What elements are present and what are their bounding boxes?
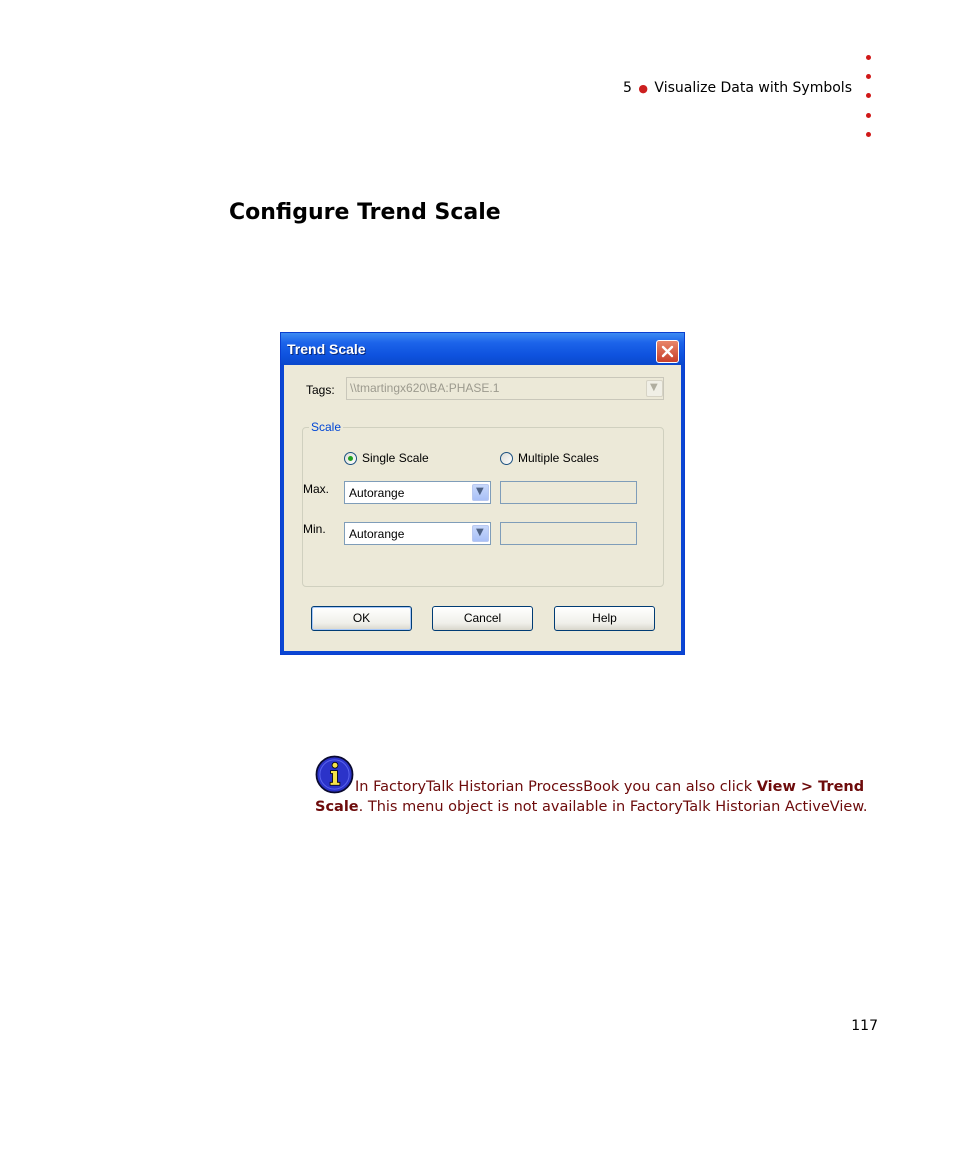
bullet-icon: ● [638, 82, 648, 95]
max-label: Max. [303, 482, 330, 496]
info-note [315, 777, 875, 817]
single-scale-radio[interactable] [344, 452, 357, 465]
chapter-title: Visualize Data with Symbols [654, 80, 852, 96]
tags-value: \\tmartingx620\BA:PHASE.1 [350, 381, 500, 395]
decorative-dot-icon [866, 113, 871, 118]
cancel-button[interactable]: Cancel [432, 606, 533, 631]
min-label: Min. [303, 522, 326, 536]
dialog-title: Trend Scale [287, 341, 366, 357]
multiple-scales-label[interactable]: Multiple Scales [518, 451, 599, 465]
ok-button[interactable]: OK [311, 606, 412, 631]
min-dropdown-button[interactable] [472, 525, 489, 542]
trend-scale-dialog [280, 332, 685, 655]
max-value: Autorange [349, 486, 405, 500]
radio-selected-dot-icon [348, 456, 353, 461]
min-combo[interactable] [344, 522, 491, 545]
page-title: Configure Trend Scale [229, 200, 501, 225]
note-text-after: . This menu object is not available in FactoryTalk Historian ActiveView. [358, 799, 868, 815]
dialog-body [281, 365, 684, 654]
page-number: 117 [851, 1018, 878, 1034]
note-text-before: In FactoryTalk Historian ProcessBook you can also click [355, 779, 757, 795]
close-button[interactable] [656, 340, 679, 363]
dialog-titlebar [281, 333, 684, 365]
chevron-down-icon: ▼ [476, 527, 484, 538]
multiple-scales-radio[interactable] [500, 452, 513, 465]
min-value: Autorange [349, 527, 405, 541]
single-scale-label[interactable]: Single Scale [362, 451, 429, 465]
tags-dropdown-button[interactable] [646, 380, 663, 397]
running-header [560, 79, 852, 98]
scale-group-label: Scale [311, 420, 342, 434]
close-icon [657, 341, 678, 362]
decorative-dot-icon [866, 74, 871, 79]
chevron-down-icon: ▼ [476, 486, 484, 497]
chevron-down-icon: ▼ [650, 382, 658, 393]
help-button[interactable]: Help [554, 606, 655, 631]
max-combo[interactable] [344, 481, 491, 504]
decorative-dot-icon [866, 55, 871, 60]
note-menu-path: View > Trend Scale [315, 779, 865, 815]
decorative-dot-icon [866, 132, 871, 137]
scale-group [302, 427, 664, 587]
decorative-dot-icon [866, 93, 871, 98]
tags-combo[interactable] [346, 377, 664, 400]
max-value-field[interactable] [500, 481, 637, 504]
min-value-field[interactable] [500, 522, 637, 545]
chapter-number: 5 [622, 80, 632, 96]
tags-label: Tags: [306, 383, 335, 397]
max-dropdown-button[interactable] [472, 484, 489, 501]
